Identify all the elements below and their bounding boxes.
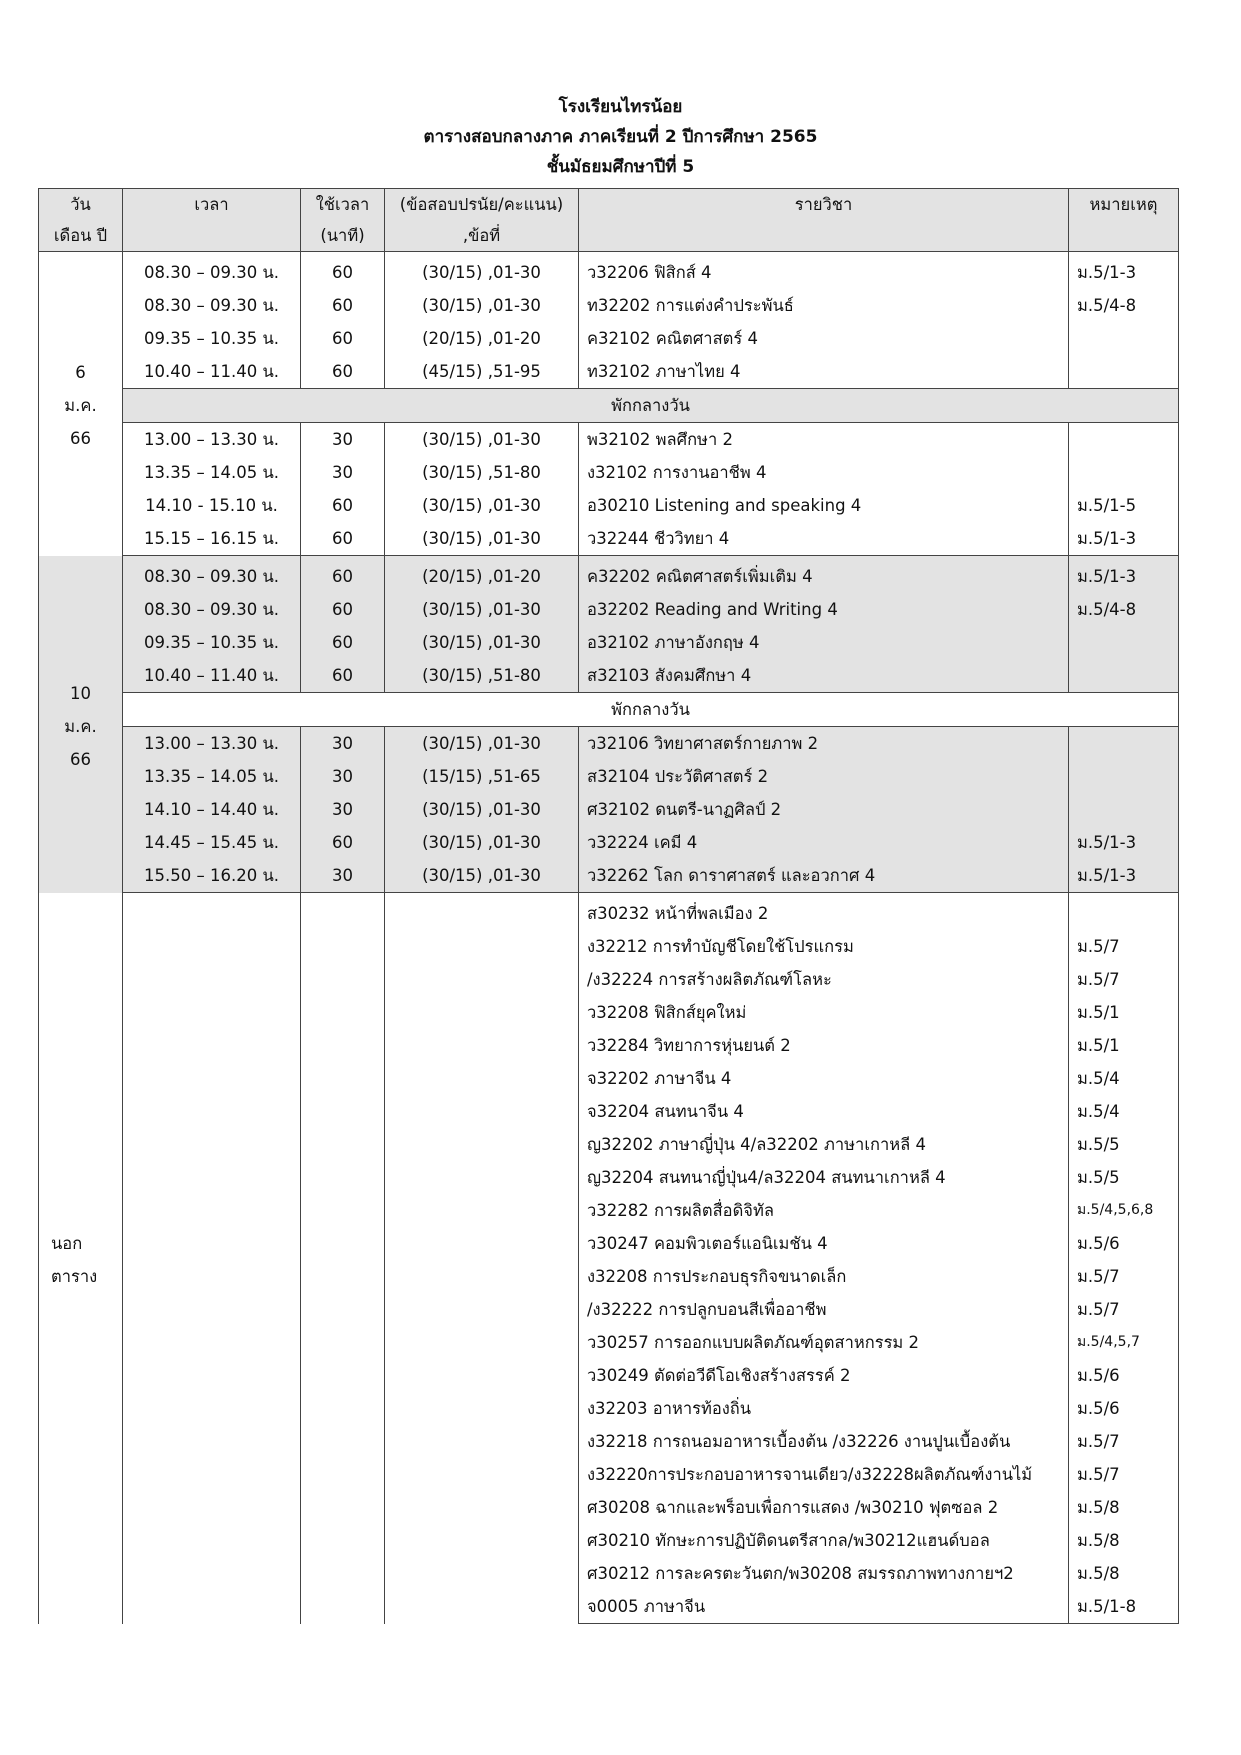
note-cell: ม.5/1-3 <box>1069 522 1179 556</box>
duration-cell: 60 <box>301 489 385 522</box>
subject-cell: ว32106 วิทยาศาสตร์กายภาพ 2 <box>579 727 1069 761</box>
col-items-header: (ข้อสอบปรนัย/คะแนน) ,ข้อที่ <box>385 189 579 252</box>
day-1-date: 6 ม.ค. 66 <box>39 252 123 556</box>
day-1-group <box>39 252 1179 556</box>
duration-cell: 60 <box>301 826 385 859</box>
day-2-group <box>39 556 1179 893</box>
col-time-header: เวลา <box>123 189 301 252</box>
table-row <box>39 556 1179 594</box>
day-2-date: 10 ม.ค. 66 <box>39 556 123 893</box>
lunch-break-label: พักกลางวัน <box>123 693 1179 727</box>
time-cell: 15.15 – 16.15 น. <box>123 522 301 556</box>
col-duration-header: ใช้เวลา (นาที) <box>301 189 385 252</box>
subject-cell: ว32282 การผลิตสื่อดิจิทัล <box>579 1194 1069 1227</box>
subject-cell: อ32102 ภาษาอังกฤษ 4 <box>579 626 1069 659</box>
subject-cell: ส32104 ประวัติศาสตร์ 2 <box>579 760 1069 793</box>
lunch-break-row <box>39 693 1179 727</box>
table-row <box>39 793 1179 826</box>
items-cell: (20/15) ,01-20 <box>385 322 579 355</box>
items-cell: (30/15) ,51-80 <box>385 659 579 693</box>
note-cell <box>1069 760 1179 793</box>
time-cell: 13.35 – 14.05 น. <box>123 456 301 489</box>
note-cell: ม.5/7 <box>1069 1458 1179 1491</box>
outside-schedule-label: นอก ตาราง <box>39 893 123 1624</box>
time-cell: 09.35 – 10.35 น. <box>123 322 301 355</box>
time-cell: 13.00 – 13.30 น. <box>123 423 301 457</box>
header-row <box>39 189 1179 252</box>
subject-cell: ว30249 ตัดต่อวีดีโอเชิงสร้างสรรค์ 2 <box>579 1359 1069 1392</box>
subject-cell: อ30210 Listening and speaking 4 <box>579 489 1069 522</box>
items-cell: (20/15) ,01-20 <box>385 556 579 594</box>
subject-cell: ค32202 คณิตศาสตร์เพิ่มเติม 4 <box>579 556 1069 594</box>
note-cell <box>1069 727 1179 761</box>
table-row <box>39 626 1179 659</box>
items-cell: (30/15) ,01-30 <box>385 826 579 859</box>
note-cell <box>1069 423 1179 457</box>
time-cell: 13.00 – 13.30 น. <box>123 727 301 761</box>
duration-cell: 60 <box>301 659 385 693</box>
time-cell: 13.35 – 14.05 น. <box>123 760 301 793</box>
note-cell: ม.5/6 <box>1069 1392 1179 1425</box>
note-cell <box>1069 355 1179 389</box>
items-cell: (30/15) ,01-30 <box>385 489 579 522</box>
note-cell: ม.5/4,5,6,8 <box>1069 1194 1179 1227</box>
duration-cell: 30 <box>301 793 385 826</box>
table-row <box>39 355 1179 389</box>
note-cell: ม.5/8 <box>1069 1557 1179 1590</box>
duration-cell: 60 <box>301 322 385 355</box>
note-cell: ม.5/6 <box>1069 1359 1179 1392</box>
duration-cell: 60 <box>301 593 385 626</box>
items-cell: (30/15) ,01-30 <box>385 289 579 322</box>
note-cell <box>1069 322 1179 355</box>
time-cell: 14.10 – 14.40 น. <box>123 793 301 826</box>
subject-cell: จ32202 ภาษาจีน 4 <box>579 1062 1069 1095</box>
subject-cell: /ง32224 การสร้างผลิตภัณฑ์โลหะ <box>579 963 1069 996</box>
subject-cell: ง32218 การถนอมอาหารเบื้องต้น /ง32226 งานปูนเบื้องต้น <box>579 1425 1069 1458</box>
note-cell <box>1069 626 1179 659</box>
note-cell <box>1069 659 1179 693</box>
subject-cell: ว30257 การออกแบบผลิตภัณฑ์อุตสาหกรรม 2 <box>579 1326 1069 1359</box>
subject-cell: จ0005 ภาษาจีน <box>579 1590 1069 1624</box>
table-row <box>39 252 1179 290</box>
items-cell: (45/15) ,51-95 <box>385 355 579 389</box>
note-cell: ม.5/6 <box>1069 1227 1179 1260</box>
duration-cell <box>301 893 385 1624</box>
subject-cell: ว32208 ฟิสิกส์ยุคใหม่ <box>579 996 1069 1029</box>
items-cell: (30/15) ,01-30 <box>385 423 579 457</box>
subject-cell: ศ30212 การละครตะวันตก/พ30208 สมรรถภาพทางกายฯ2 <box>579 1557 1069 1590</box>
note-cell: ม.5/1 <box>1069 996 1179 1029</box>
note-cell: ม.5/1-8 <box>1069 1590 1179 1624</box>
duration-cell: 30 <box>301 859 385 893</box>
subject-cell: ง32220การประกอบอาหารจานเดียว/ง32228ผลิตภัณฑ์งานไม้ <box>579 1458 1069 1491</box>
items-cell <box>385 893 579 1624</box>
note-cell <box>1069 456 1179 489</box>
outside-schedule-group <box>39 893 1179 1624</box>
table-row <box>39 727 1179 761</box>
time-cell: 08.30 – 09.30 น. <box>123 593 301 626</box>
time-cell: 08.30 – 09.30 น. <box>123 556 301 594</box>
note-cell: ม.5/5 <box>1069 1161 1179 1194</box>
table-row <box>39 859 1179 893</box>
subject-cell: ท32102 ภาษาไทย 4 <box>579 355 1069 389</box>
duration-cell: 60 <box>301 626 385 659</box>
subject-cell: ศ32102 ดนตรี-นาฏศิลป์ 2 <box>579 793 1069 826</box>
table-row <box>39 423 1179 457</box>
time-cell: 09.35 – 10.35 น. <box>123 626 301 659</box>
document-header <box>0 92 1241 182</box>
items-cell: (30/15) ,01-30 <box>385 859 579 893</box>
subject-cell: ญ32204 สนทนาญี่ปุ่น4/ล32204 สนทนาเกาหลี 4 <box>579 1161 1069 1194</box>
subject-cell: /ง32222 การปลูกบอนสีเพื่ออาชีพ <box>579 1293 1069 1326</box>
subject-cell: ง32102 การงานอาชีพ 4 <box>579 456 1069 489</box>
table-row <box>39 456 1179 489</box>
time-cell: 10.40 – 11.40 น. <box>123 355 301 389</box>
subject-cell: ง32203 อาหารท้องถิ่น <box>579 1392 1069 1425</box>
subject-cell: ญ32202 ภาษาญี่ปุ่น 4/ล32202 ภาษาเกาหลี 4 <box>579 1128 1069 1161</box>
time-cell: 08.30 – 09.30 น. <box>123 289 301 322</box>
time-cell: 14.45 – 15.45 น. <box>123 826 301 859</box>
subject-cell: พ32102 พลศึกษา 2 <box>579 423 1069 457</box>
subject-cell: ง32212 การทำบัญชีโดยใช้โปรแกรม <box>579 930 1069 963</box>
items-cell: (30/15) ,01-30 <box>385 522 579 556</box>
note-cell: ม.5/7 <box>1069 1425 1179 1458</box>
col-note-header: หมายเหตุ <box>1069 189 1179 252</box>
duration-cell: 60 <box>301 355 385 389</box>
items-cell: (15/15) ,51-65 <box>385 760 579 793</box>
subject-cell: ว30247 คอมพิวเตอร์แอนิเมชัน 4 <box>579 1227 1069 1260</box>
note-cell <box>1069 793 1179 826</box>
duration-cell: 30 <box>301 760 385 793</box>
items-cell: (30/15) ,01-30 <box>385 727 579 761</box>
subject-cell: ค32102 คณิตศาสตร์ 4 <box>579 322 1069 355</box>
note-cell: ม.5/8 <box>1069 1491 1179 1524</box>
items-cell: (30/15) ,01-30 <box>385 626 579 659</box>
duration-cell: 60 <box>301 522 385 556</box>
note-cell: ม.5/7 <box>1069 963 1179 996</box>
time-cell <box>123 893 301 1624</box>
note-cell: ม.5/4-8 <box>1069 593 1179 626</box>
note-cell: ม.5/4 <box>1069 1095 1179 1128</box>
note-cell: ม.5/1-3 <box>1069 556 1179 594</box>
note-cell: ม.5/1-3 <box>1069 826 1179 859</box>
note-cell: ม.5/8 <box>1069 1524 1179 1557</box>
subject-cell: ศ30210 ทักษะการปฏิบัติดนตรีสากล/พ30212แฮนด์บอล <box>579 1524 1069 1557</box>
subject-cell: อ32202 Reading and Writing 4 <box>579 593 1069 626</box>
time-cell: 10.40 – 11.40 น. <box>123 659 301 693</box>
subject-cell: ท32202 การแต่งคำประพันธ์ <box>579 289 1069 322</box>
subject-cell: ว32224 เคมี 4 <box>579 826 1069 859</box>
duration-cell: 30 <box>301 456 385 489</box>
subject-cell: ง32208 การประกอบธุรกิจขนาดเล็ก <box>579 1260 1069 1293</box>
table-row <box>39 826 1179 859</box>
col-date-header: วัน เดือน ปี <box>39 189 123 252</box>
duration-cell: 60 <box>301 252 385 290</box>
note-cell: ม.5/1 <box>1069 1029 1179 1062</box>
note-cell: ม.5/4-8 <box>1069 289 1179 322</box>
lunch-break-label: พักกลางวัน <box>123 389 1179 423</box>
lunch-break-row <box>39 389 1179 423</box>
note-cell: ม.5/5 <box>1069 1128 1179 1161</box>
note-cell: ม.5/7 <box>1069 1293 1179 1326</box>
subject-cell: ส32103 สังคมศึกษา 4 <box>579 659 1069 693</box>
duration-cell: 30 <box>301 727 385 761</box>
time-cell: 14.10 - 15.10 น. <box>123 489 301 522</box>
note-cell: ม.5/7 <box>1069 1260 1179 1293</box>
note-cell: ม.5/1-3 <box>1069 859 1179 893</box>
table-row <box>39 760 1179 793</box>
note-cell <box>1069 893 1179 931</box>
note-cell: ม.5/4 <box>1069 1062 1179 1095</box>
time-cell: 15.50 – 16.20 น. <box>123 859 301 893</box>
subject-cell: ว32262 โลก ดาราศาสตร์ และอวกาศ 4 <box>579 859 1069 893</box>
table-row <box>39 489 1179 522</box>
duration-cell: 60 <box>301 289 385 322</box>
note-cell: ม.5/1-3 <box>1069 252 1179 290</box>
items-cell: (30/15) ,51-80 <box>385 456 579 489</box>
table-row <box>39 289 1179 322</box>
time-cell: 08.30 – 09.30 น. <box>123 252 301 290</box>
duration-cell: 60 <box>301 556 385 594</box>
subject-cell: จ32204 สนทนาจีน 4 <box>579 1095 1069 1128</box>
table-row <box>39 893 1179 931</box>
exam-title: ตารางสอบกลางภาค ภาคเรียนที่ 2 ปีการศึกษา 2565 <box>423 127 818 147</box>
subject-cell: ว32284 วิทยาการหุ่นยนต์ 2 <box>579 1029 1069 1062</box>
col-subject-header: รายวิชา <box>579 189 1069 252</box>
items-cell: (30/15) ,01-30 <box>385 252 579 290</box>
exam-schedule-table <box>38 188 1179 1624</box>
table-row <box>39 522 1179 556</box>
note-cell: ม.5/1-5 <box>1069 489 1179 522</box>
subject-cell: ว32244 ชีววิทยา 4 <box>579 522 1069 556</box>
items-cell: (30/15) ,01-30 <box>385 793 579 826</box>
subject-cell: ว32206 ฟิสิกส์ 4 <box>579 252 1069 290</box>
note-cell: ม.5/7 <box>1069 930 1179 963</box>
grade-level: ชั้นมัธยมศึกษาปีที่ 5 <box>546 157 695 177</box>
table-row <box>39 593 1179 626</box>
items-cell: (30/15) ,01-30 <box>385 593 579 626</box>
note-cell: ม.5/4,5,7 <box>1069 1326 1179 1359</box>
subject-cell: ศ30208 ฉากและพร็อบเพื่อการแสดง /พ30210 ฟุตซอล 2 <box>579 1491 1069 1524</box>
school-name: โรงเรียนไทรน้อย <box>558 97 683 117</box>
subject-cell: ส30232 หน้าที่พลเมือง 2 <box>579 893 1069 931</box>
duration-cell: 30 <box>301 423 385 457</box>
table-row <box>39 322 1179 355</box>
table-row <box>39 659 1179 693</box>
